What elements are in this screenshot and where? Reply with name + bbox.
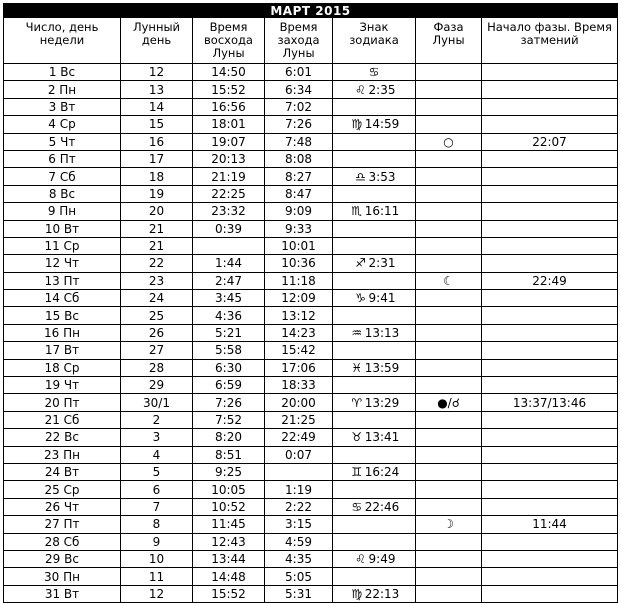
zodiac-sign-icon: ♉ [351, 430, 363, 445]
moonrise-cell: 12:43 [193, 533, 265, 550]
moonset-cell: 3:15 [265, 516, 333, 533]
moon-calendar [3, 3, 617, 603]
moonrise-cell: 0:39 [193, 220, 265, 237]
table-row [4, 463, 618, 480]
moon-phase-icon [416, 568, 482, 585]
phase-start-cell [482, 568, 618, 585]
moon-phase-icon [416, 411, 482, 428]
lunar-day-cell: 24 [121, 290, 193, 307]
moonrise-cell: 5:21 [193, 324, 265, 341]
date-cell: 26 Чт [4, 498, 121, 515]
moonrise-cell: 10:52 [193, 498, 265, 515]
phase-start-cell [482, 150, 618, 167]
moonset-cell: 21:25 [265, 411, 333, 428]
table-row [4, 133, 618, 150]
table-row [4, 429, 618, 446]
moonset-cell: 6:34 [265, 81, 333, 98]
lunar-day-cell: 10 [121, 550, 193, 567]
phase-start-cell [482, 342, 618, 359]
date-cell: 30 Пн [4, 568, 121, 585]
moon-phase-icon [416, 498, 482, 515]
moonrise-cell: 22:25 [193, 185, 265, 202]
zodiac-cell [333, 516, 416, 533]
zodiac-cell [333, 446, 416, 463]
moonrise-cell: 7:52 [193, 411, 265, 428]
moon-phase-icon [416, 168, 482, 185]
phase-start-cell [482, 463, 618, 480]
phase-start-cell [482, 64, 618, 81]
moon-phase-icon [416, 359, 482, 376]
zodiac-cell [333, 272, 416, 289]
phase-start-cell [482, 168, 618, 185]
zodiac-entry-time: 13:41 [364, 430, 400, 445]
date-cell: 9 Пн [4, 203, 121, 220]
table-row [4, 272, 618, 289]
date-cell: 7 Сб [4, 168, 121, 185]
moon-phase-icon [416, 324, 482, 341]
zodiac-cell [333, 220, 416, 237]
zodiac-entry-time: 22:46 [364, 499, 400, 514]
moonset-cell: 14:23 [265, 324, 333, 341]
table-row [4, 168, 618, 185]
lunar-day-cell: 4 [121, 446, 193, 463]
zodiac-cell [333, 133, 416, 150]
moonset-cell: 10:01 [265, 237, 333, 254]
moon-phase-icon [416, 342, 482, 359]
lunar-day-cell: 21 [121, 220, 193, 237]
lunar-day-cell: 5 [121, 463, 193, 480]
moonrise-cell: 21:19 [193, 168, 265, 185]
lunar-day-cell: 25 [121, 307, 193, 324]
zodiac-cell [333, 116, 416, 133]
moon-phase-icon: ●/☌ [416, 394, 482, 411]
phase-start-cell [482, 290, 618, 307]
phase-start-cell [482, 185, 618, 202]
zodiac-entry-time: 3:53 [368, 169, 396, 184]
date-cell: 8 Вс [4, 185, 121, 202]
zodiac-cell [333, 533, 416, 550]
zodiac-cell [333, 411, 416, 428]
header-zodiac: Знак зодиака [333, 18, 416, 64]
zodiac-cell [333, 359, 416, 376]
zodiac-entry-time: 13:29 [364, 395, 400, 410]
phase-start-cell [482, 429, 618, 446]
moonrise-cell: 14:48 [193, 568, 265, 585]
zodiac-cell [333, 168, 416, 185]
zodiac-sign-icon: ♎ [355, 169, 366, 184]
moonset-cell [265, 463, 333, 480]
moonrise-cell: 15:52 [193, 81, 265, 98]
moon-phase-icon [416, 220, 482, 237]
moonset-cell: 20:00 [265, 394, 333, 411]
moonrise-cell: 2:47 [193, 272, 265, 289]
zodiac-cell [333, 498, 416, 515]
date-cell: 6 Пт [4, 150, 121, 167]
phase-start-cell [482, 481, 618, 498]
zodiac-cell [333, 394, 416, 411]
moonset-cell: 10:36 [265, 255, 333, 272]
table-row [4, 220, 618, 237]
header-date: Число, день недели [4, 18, 121, 64]
moonset-cell: 8:47 [265, 185, 333, 202]
table-row [4, 185, 618, 202]
moon-phase-icon [416, 116, 482, 133]
table-row [4, 342, 618, 359]
zodiac-cell [333, 150, 416, 167]
moon-phase-icon [416, 481, 482, 498]
zodiac-cell [333, 185, 416, 202]
date-cell: 17 Вт [4, 342, 121, 359]
lunar-day-cell: 22 [121, 255, 193, 272]
header-phase: Фаза Луны [416, 18, 482, 64]
lunar-day-cell: 14 [121, 98, 193, 115]
phase-start-cell [482, 81, 618, 98]
moon-phase-icon [416, 290, 482, 307]
zodiac-sign-icon: ♌ [355, 552, 366, 567]
moon-phase-icon [416, 150, 482, 167]
table-body [4, 64, 618, 603]
zodiac-sign-icon: ♈ [351, 395, 363, 410]
date-cell: 27 Пт [4, 516, 121, 533]
moon-phase-icon [416, 377, 482, 394]
table-row [4, 64, 618, 81]
date-cell: 3 Вт [4, 98, 121, 115]
header-lunar-day: Лунный день [121, 18, 193, 64]
date-cell: 29 Вс [4, 550, 121, 567]
table-row [4, 116, 618, 133]
moonrise-cell: 5:58 [193, 342, 265, 359]
table-row [4, 81, 618, 98]
zodiac-entry-time: 9:49 [368, 552, 396, 567]
lunar-day-cell: 16 [121, 133, 193, 150]
moonset-cell: 12:09 [265, 290, 333, 307]
phase-start-cell [482, 116, 618, 133]
date-cell: 21 Сб [4, 411, 121, 428]
zodiac-entry-time: 14:59 [364, 117, 400, 132]
moonset-cell: 11:18 [265, 272, 333, 289]
table-row [4, 203, 618, 220]
lunar-day-cell: 12 [121, 585, 193, 602]
date-cell: 31 Вт [4, 585, 121, 602]
zodiac-cell [333, 342, 416, 359]
phase-start-cell [482, 324, 618, 341]
zodiac-entry-time: 13:13 [364, 326, 400, 341]
zodiac-sign-icon: ♑ [355, 291, 366, 306]
moonset-cell: 4:59 [265, 533, 333, 550]
moonrise-cell: 10:05 [193, 481, 265, 498]
zodiac-sign-icon: ♋ [351, 499, 363, 514]
moonset-cell: 5:31 [265, 585, 333, 602]
lunar-day-cell: 15 [121, 116, 193, 133]
lunar-day-cell: 7 [121, 498, 193, 515]
date-cell: 1 Вс [4, 64, 121, 81]
header-moonrise: Время восхода Луны [193, 18, 265, 64]
phase-start-cell [482, 446, 618, 463]
zodiac-sign-icon: ♌ [355, 82, 366, 97]
moonrise-cell: 16:56 [193, 98, 265, 115]
moon-phase-icon [416, 550, 482, 567]
zodiac-entry-time: 2:31 [368, 256, 396, 271]
zodiac-cell [333, 377, 416, 394]
moonset-cell: 9:09 [265, 203, 333, 220]
table-row [4, 550, 618, 567]
table-row [4, 411, 618, 428]
date-cell: 28 Сб [4, 533, 121, 550]
zodiac-sign-icon: ♒ [351, 326, 363, 341]
date-cell: 18 Ср [4, 359, 121, 376]
moonrise-cell: 23:32 [193, 203, 265, 220]
zodiac-cell [333, 429, 416, 446]
table-row [4, 568, 618, 585]
moonrise-cell: 3:45 [193, 290, 265, 307]
zodiac-cell [333, 550, 416, 567]
moon-phase-icon [416, 585, 482, 602]
moonset-cell: 4:35 [265, 550, 333, 567]
moonset-cell: 7:48 [265, 133, 333, 150]
lunar-day-cell: 26 [121, 324, 193, 341]
moon-phase-icon [416, 203, 482, 220]
moonset-cell: 15:42 [265, 342, 333, 359]
moonrise-cell: 7:26 [193, 394, 265, 411]
moonrise-cell: 13:44 [193, 550, 265, 567]
lunar-day-cell: 13 [121, 81, 193, 98]
moonset-cell: 1:19 [265, 481, 333, 498]
moon-phase-icon: ☾ [416, 272, 482, 289]
zodiac-cell [333, 481, 416, 498]
moon-phase-icon [416, 81, 482, 98]
zodiac-cell [333, 64, 416, 81]
moonset-cell: 9:33 [265, 220, 333, 237]
table-row [4, 533, 618, 550]
moon-phase-icon [416, 185, 482, 202]
date-cell: 10 Вт [4, 220, 121, 237]
moon-phase-icon [416, 255, 482, 272]
zodiac-cell [333, 255, 416, 272]
moonrise-cell: 11:45 [193, 516, 265, 533]
zodiac-cell [333, 307, 416, 324]
moonset-cell: 13:12 [265, 307, 333, 324]
table-row [4, 324, 618, 341]
table-row [4, 585, 618, 602]
header-moonset: Время захода Луны [265, 18, 333, 64]
date-cell: 16 Пн [4, 324, 121, 341]
phase-start-cell: 22:07 [482, 133, 618, 150]
moonrise-cell: 9:25 [193, 463, 265, 480]
moonrise-cell: 20:13 [193, 150, 265, 167]
moon-phase-icon [416, 446, 482, 463]
zodiac-sign-icon: ♋ [368, 65, 380, 80]
moonrise-cell: 8:20 [193, 429, 265, 446]
phase-start-cell: 22:49 [482, 272, 618, 289]
zodiac-sign-icon: ♍ [351, 117, 363, 132]
moonset-cell: 22:49 [265, 429, 333, 446]
table-row [4, 290, 618, 307]
moonset-cell: 7:26 [265, 116, 333, 133]
date-cell: 12 Чт [4, 255, 121, 272]
zodiac-cell [333, 463, 416, 480]
moon-phase-icon: ○ [416, 133, 482, 150]
zodiac-sign-icon: ♐ [355, 256, 366, 271]
phase-start-cell [482, 237, 618, 254]
moonrise-cell: 6:59 [193, 377, 265, 394]
zodiac-entry-time: 2:35 [368, 82, 396, 97]
zodiac-sign-icon: ♍ [351, 586, 363, 601]
table-row [4, 394, 618, 411]
moonrise-cell: 1:44 [193, 255, 265, 272]
lunar-day-cell: 21 [121, 237, 193, 254]
table-row [4, 498, 618, 515]
table-row [4, 481, 618, 498]
moonrise-cell: 6:30 [193, 359, 265, 376]
zodiac-sign-icon: ♓ [351, 360, 363, 375]
header-phase-start: Начало фазы. Время затмений [482, 18, 618, 64]
moonrise-cell [193, 237, 265, 254]
lunar-day-cell: 9 [121, 533, 193, 550]
table-row [4, 377, 618, 394]
date-cell: 13 Пт [4, 272, 121, 289]
moon-phase-icon: ☽ [416, 516, 482, 533]
moonrise-cell: 18:01 [193, 116, 265, 133]
lunar-day-cell: 11 [121, 568, 193, 585]
moon-calendar-table [3, 3, 618, 603]
phase-start-cell [482, 585, 618, 602]
moonset-cell: 18:33 [265, 377, 333, 394]
lunar-day-cell: 3 [121, 429, 193, 446]
moonset-cell: 6:01 [265, 64, 333, 81]
moonrise-cell: 4:36 [193, 307, 265, 324]
date-cell: 5 Чт [4, 133, 121, 150]
moonset-cell: 7:02 [265, 98, 333, 115]
table-row [4, 446, 618, 463]
moonset-cell: 0:07 [265, 446, 333, 463]
zodiac-sign-icon: ♏ [351, 204, 363, 219]
moonset-cell: 17:06 [265, 359, 333, 376]
lunar-day-cell: 17 [121, 150, 193, 167]
zodiac-cell [333, 324, 416, 341]
phase-start-cell [482, 220, 618, 237]
phase-start-cell [482, 359, 618, 376]
phase-start-cell [482, 255, 618, 272]
moonrise-cell: 8:51 [193, 446, 265, 463]
lunar-day-cell: 2 [121, 411, 193, 428]
lunar-day-cell: 23 [121, 272, 193, 289]
table-row [4, 516, 618, 533]
moonset-cell: 8:27 [265, 168, 333, 185]
date-cell: 20 Пт [4, 394, 121, 411]
moon-phase-icon [416, 237, 482, 254]
date-cell: 2 Пн [4, 81, 121, 98]
phase-start-cell [482, 203, 618, 220]
zodiac-cell [333, 203, 416, 220]
moonset-cell: 8:08 [265, 150, 333, 167]
date-cell: 24 Вт [4, 463, 121, 480]
date-cell: 23 Пн [4, 446, 121, 463]
moon-phase-icon [416, 533, 482, 550]
table-row [4, 237, 618, 254]
zodiac-cell [333, 568, 416, 585]
zodiac-entry-time: 22:13 [364, 586, 400, 601]
date-cell: 22 Вс [4, 429, 121, 446]
lunar-day-cell: 19 [121, 185, 193, 202]
phase-start-cell [482, 498, 618, 515]
zodiac-entry-time: 16:11 [364, 204, 400, 219]
date-cell: 15 Вс [4, 307, 121, 324]
lunar-day-cell: 27 [121, 342, 193, 359]
date-cell: 11 Ср [4, 237, 121, 254]
moon-phase-icon [416, 463, 482, 480]
moon-phase-icon [416, 307, 482, 324]
date-cell: 14 Сб [4, 290, 121, 307]
date-cell: 25 Ср [4, 481, 121, 498]
zodiac-cell [333, 290, 416, 307]
moonrise-cell: 19:07 [193, 133, 265, 150]
zodiac-entry-time: 9:41 [368, 291, 396, 306]
phase-start-cell [482, 377, 618, 394]
zodiac-cell [333, 585, 416, 602]
lunar-day-cell: 18 [121, 168, 193, 185]
zodiac-cell [333, 98, 416, 115]
table-row [4, 98, 618, 115]
date-cell: 19 Чт [4, 377, 121, 394]
phase-start-cell: 13:37/13:46 [482, 394, 618, 411]
moon-phase-icon [416, 429, 482, 446]
moonrise-cell: 15:52 [193, 585, 265, 602]
zodiac-sign-icon: ♊ [351, 465, 363, 480]
date-cell: 4 Ср [4, 116, 121, 133]
lunar-day-cell: 12 [121, 64, 193, 81]
zodiac-cell [333, 237, 416, 254]
table-row [4, 359, 618, 376]
table-title: МАРТ 2015 [4, 4, 618, 18]
phase-start-cell [482, 550, 618, 567]
table-row [4, 307, 618, 324]
lunar-day-cell: 8 [121, 516, 193, 533]
phase-start-cell [482, 98, 618, 115]
phase-start-cell: 11:44 [482, 516, 618, 533]
moon-phase-icon [416, 64, 482, 81]
zodiac-entry-time: 16:24 [364, 465, 400, 480]
moonset-cell: 2:22 [265, 498, 333, 515]
lunar-day-cell: 30/1 [121, 394, 193, 411]
table-row [4, 255, 618, 272]
zodiac-entry-time: 13:59 [364, 360, 400, 375]
moonset-cell: 5:05 [265, 568, 333, 585]
lunar-day-cell: 6 [121, 481, 193, 498]
moon-phase-icon [416, 98, 482, 115]
lunar-day-cell: 29 [121, 377, 193, 394]
table-row [4, 150, 618, 167]
phase-start-cell [482, 411, 618, 428]
moonrise-cell: 14:50 [193, 64, 265, 81]
lunar-day-cell: 28 [121, 359, 193, 376]
phase-start-cell [482, 533, 618, 550]
phase-start-cell [482, 307, 618, 324]
zodiac-cell [333, 81, 416, 98]
lunar-day-cell: 20 [121, 203, 193, 220]
